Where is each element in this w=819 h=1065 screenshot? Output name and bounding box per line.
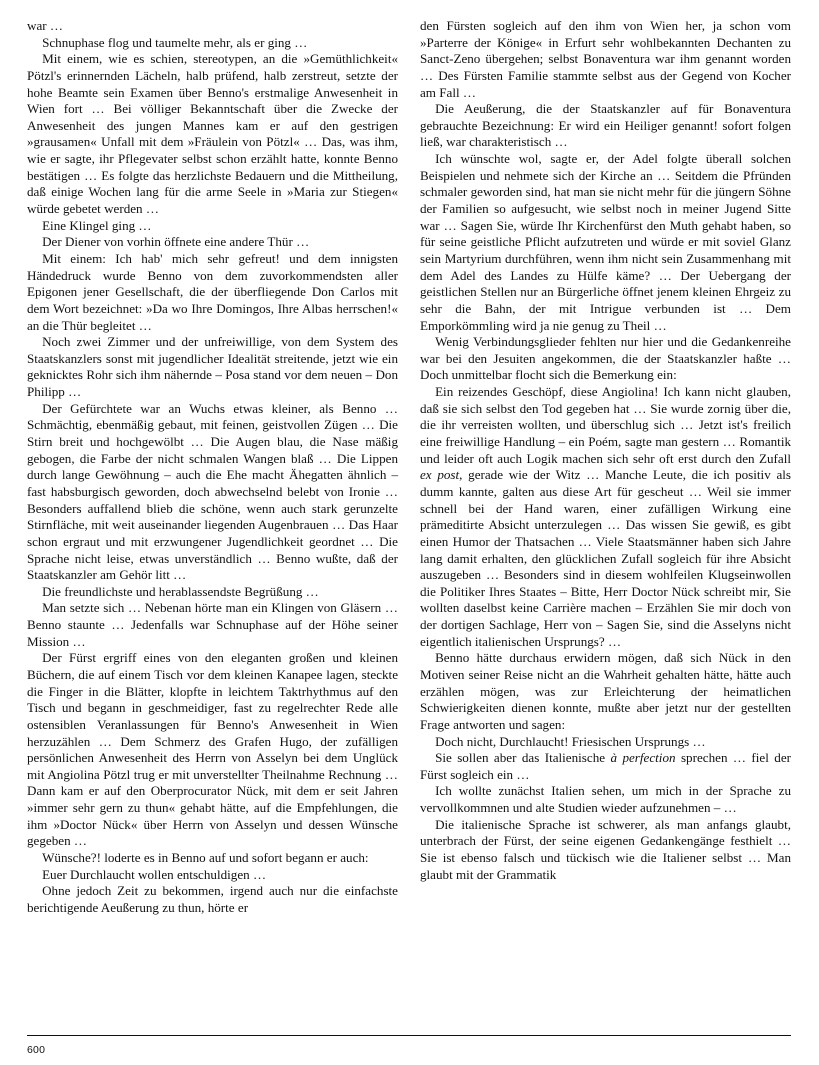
paragraph: Ich wollte zunächst Italien sehen, um mich in der Sprache zu vervollkommnen und alte Studien wieder aufzunehmen – … [420,783,791,816]
paragraph: Die Aeußerung, die der Staatskanzler auf für Bonaventura gebrauchte Bezeichnung: Er wird ein Heiliger genannt! sofort folgen ließ, war charakteristisch … [420,101,791,150]
page-number: 600 [27,1044,46,1056]
paragraph: Benno hätte durchaus erwidern mögen, daß sich Nück in den Motiven seiner Reise nicht an die Wahrheit gehalten hätte, hätte auch erzählen mögen, was zur Erleichterung der heimatlichen Schwierigkeiten dienen konnte, mußte aber jetzt nur der gestellten Frage antworten und sagen: [420,650,791,732]
paragraph: Euer Durchlaucht wollen entschuldigen … [42,866,267,882]
paragraph: Doch nicht, Durchlaucht! Friesischen Ursprungs … [435,733,706,749]
right-text-column [420,18,791,998]
page-footer [27,1035,791,1058]
paragraph: Wünsche?! loderte es in Benno auf und sofort begann er auch: [42,850,369,866]
paragraph: den Fürsten sogleich auf den ihm von Wien her, ja schon vom »Parterre der Könige« in Erfurt sehr wohlbekannten Dechanten zu Sanct-Zeno übergehen; selbst Bonaventura war ihm genannt worden … Des Fürsten Familie stammte selbst aus der Gegend von Kocher am Fall … [420,18,791,100]
paragraph: Die italienische Sprache ist schwerer, als man anfangs glaubt, unterbrach der Fürst, der seine eigenen Gedankengänge festhielt … Sie ist ebenso falsch und tückisch wie die Italiener selbst … Man glaubt mit der Grammatik [420,816,791,882]
paragraph: Wenig Verbindungsglieder fehlten nur hier und die Gedankenreihe war bei den Jesuiten angekommen, die der Staatskanzler haßte … Doch unmittelbar flocht sich die Bemerkung ein: [420,334,791,383]
paragraph: Mit einem, wie es schien, stereotypen, an die »Gemüthlichkeit« Pötzl's erinnernden Lächeln, halb prüfend, halb zerstreut, setzte der hohe Beamte sein Examen über Benno's erstmalige Anwesenheit in Wien fort … Bei völliger Bekanntschaft über die Zwecke der Anwesenheit des jungen Mannes kam er auf den gestrigen »grausamen« Unfall mit dem »Fräulein von Pötzl« … Das, was ihm, wie er sagte, ihr Pflegevater selbst schon erzählt hatte, konnte Benno bestätigen … Es folgte das herzlichste Bedauern und die Mittheilung, daß einige Wochen lang für die arme Seele in »Maria zur Stiegen« würde gebetet werden … [27,51,398,217]
paragraph: Die freundlichste und herablassendste Begrüßung … [42,583,319,599]
paragraph: Ein reizendes Geschöpf, diese Angiolina! Ich kann nicht glauben, daß sie sich selbst den Tod gegeben hat … Sie wurde zornig über die, die ihr verreisten wollten, und überschlug sich … Jetzt ist's freilich eine freiwillige Handlung – ein Poém, sagte man gestern … Romantik und leider oft auch Logik machen sich sehr oft erst durch den Zufall ex post, gerade wie der Witz … Manche Leute, die ich positiv als dumm kannte, galten aus diese Art für gescheut … Weil sie immer schnell bei der Hand waren, einer zufälligen Wirkung eine prämeditirte Absicht unterzulegen … Das wissen Sie gewiß, es gibt einen Humor der Thatsachen … Viele Staatsmänner haben sich Jahre lang damit erhalten, den glücklichen Zufall sogleich für ihre Absicht auszugeben … Besonders sind in diesem wohlfeilen Klugseinwollen die Politiker Ihres Staates – Bitte, Herr Doctor Nück schreibt mir, Sie wollten daselbst keine Carrière machen – Erzählen Sie mir doch von der dortigen Sachlage, Herr von – Sagen Sie, sind die Asselyns nicht eigentlich italienischen Ursprungs? … [420,384,791,649]
paragraph: Mit einem: Ich hab' mich sehr gefreut! und dem innigsten Händedruck wurde Benno von dem zuvorkommendsten aller Epigonen jener Gesellschaft, die der überfliegende Don Carlos mit dem Wort bezeichnet: »Da wo Ihre Domingos, Ihre Albas herrschen!« an die Thür begleitet … [27,250,398,333]
paragraph: Ich wünschte wol, sagte er, der Adel folgte überall solchen Beispielen und nehmete sich der Kirche an … Seitdem die Pfründen schmaler geworden sind, hat man sie nicht mehr für die jüngern Söhne der Familien so aufgesucht, wie selbst noch in meiner Jugend Sitte war … Sagen Sie, würde Ihr Kirchenfürst den Muth gehabt haben, so für seine geistliche Pflicht aufzutreten und würde er mit soviel Glanz sein Martyrium durchführen, wenn ihm nicht sein Zusammenhang mit dem Adel des Landes zu Hülfe käme? … Der Uebergang der geistlichen Stellen nur an Bürgerliche öffnet jenem kleinen Ehrgeiz zu sehr die Bahn, der mit Intrigue verbunden ist … Dem Emporkömmling wird ja nie genug zu Theil … [420,151,791,333]
paragraph: Schnuphase flog und taumelte mehr, als er ging … [42,34,308,50]
left-text-column [27,18,398,998]
paragraph: Der Diener von vorhin öffnete eine andere Thür … [42,234,310,250]
paragraph: Sie sollen aber das Italienische à perfection sprechen … fiel der Fürst sogleich ein … [420,750,792,782]
two-column-text-body [27,18,791,998]
paragraph: Noch zwei Zimmer und der unfreiwillige, von dem System des Staatskanzlers sonst mit jugendlicher Idealität streitende, jetzt wie ein geknicktes Rohr sich ihm nähernde – Posa stand vor dem neuen – Don Philipp … [27,334,398,400]
paragraph: war … [27,18,63,33]
paragraph: Der Gefürchtete war an Wuchs etwas kleiner, als Benno … Schmächtig, ebenmäßig gebaut, mit feinen, geistvollen Zügen … Die Stirn breit und hochgewölbt … Die Augen blau, die Nase mäßig gebogen, die Farbe der nicht schmalen Wangen blaß … Die Lippen durch lange Gewöhnung – auch die Ehe macht Ähegatten ähnlich – fast habsburgisch geworden, doch abwechselnd belebt von Ironie … Besonders auffallend blieb die schöne, wenn auch stark gerunzelte Stirnfläche, mit weit auseinander liegenden Augenbrauen … Das Haar schon ergraut und mit erzwungener Jugendlichkeit geordnet … Die Sprache nicht leise, etwas unverständlich … Benno wußte, daß der Staatskanzler am Gehör litt … [27,400,398,583]
paragraph: Man setzte sich … Nebenan hörte man ein Klingen von Gläsern … Benno staunte … Jedenfalls war Schnuphase auf der Höhe seiner Mission … [27,600,398,649]
paragraph: Der Fürst ergriff eines von den eleganten großen und kleinen Büchern, die auf einem Tisch vor dem kleinen Kanapee lagen, steckte die Finger in die Blätter, klopfte in leichtem Taktrhythmus auf den Tisch und begann in geschmeidiger, fast zu regelrechter Rede alle ostensiblen Veranlassungen für Benno's Anwesenheit in Wien herzuzählen … Dem Schmerz des Grafen Hugo, der zufälligen persönlichen Anwesenheit des Herrn von Asselyn bei dem Unglück mit Angiolina Pötzl trug er mit unverstellter Theilnahme Rechnung … Dann kam er auf den Oberprocurator Nück, mit dem er seit Jahren »immer sehr gern zu thun« gehabt hätte, auf die Empfehlungen, die ihm »Doctor Nück« über Herrn von Asselyn und dessen Wünsche gegeben … [27,650,398,849]
paragraph: Ohne jedoch Zeit zu bekommen, irgend auch nur die einfachste berichtigende Aeußerung zu thun, hörte er [27,883,398,915]
paragraph: Eine Klingel ging … [42,217,152,233]
